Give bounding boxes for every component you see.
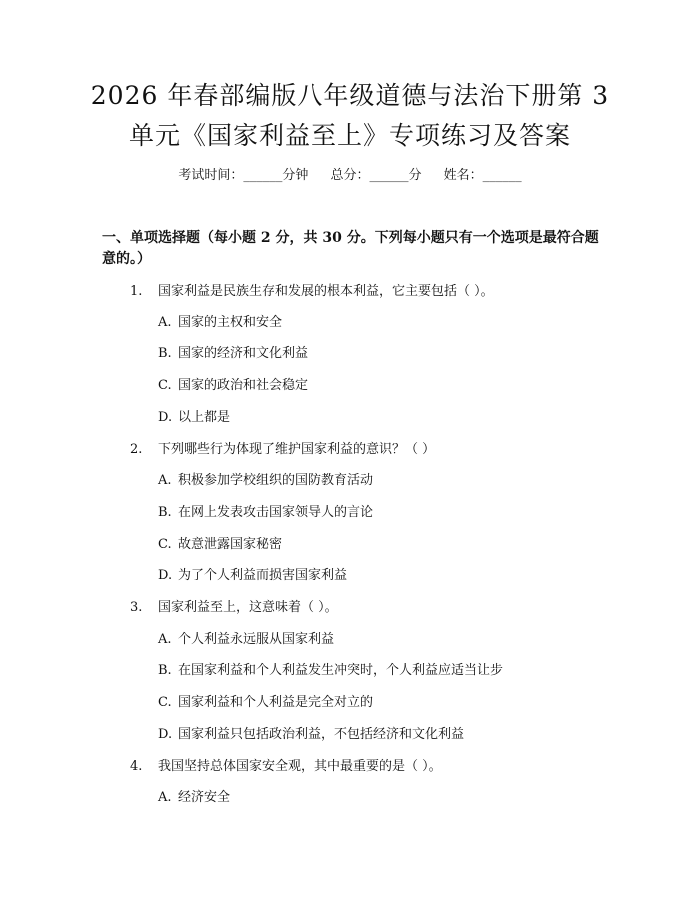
question-3: [130, 598, 338, 618]
question-text: 下列哪些行为体现了维护国家利益的意识？（ ）: [158, 442, 436, 457]
option-letter: D.: [158, 410, 173, 425]
question-2-option-c: [158, 535, 282, 555]
option-letter: D.: [158, 568, 173, 583]
document-title-line-2: 单元《国家利益至上》专项练习及答案: [128, 121, 571, 150]
document-title-line-1: 2026 年春部编版八年级道德与法治下册第 3: [90, 81, 610, 110]
question-4: [130, 757, 442, 777]
option-letter: B.: [158, 663, 172, 678]
option-letter: A.: [158, 473, 172, 488]
question-1-option-d: [158, 408, 230, 428]
question-text: 我国坚持总体国家安全观，其中最重要的是（ ）。: [158, 759, 442, 774]
option-text: 在国家利益和个人利益发生冲突时，个人利益应适当让步: [178, 663, 504, 678]
option-text: 国家利益和个人利益是完全对立的: [178, 695, 374, 710]
option-letter: C.: [158, 537, 172, 552]
option-text: 积极参加学校组织的国防教育活动: [178, 473, 374, 488]
question-3-option-a: [158, 630, 334, 650]
option-text: 以上都是: [178, 410, 231, 425]
question-3-option-b: [158, 661, 503, 681]
option-letter: C.: [158, 695, 172, 710]
exam-meta: [0, 166, 700, 186]
total-score-field: 总分：______分: [330, 168, 422, 183]
question-number: 1.: [130, 284, 143, 299]
option-letter: A.: [158, 790, 172, 805]
option-text: 个人利益永远服从国家利益: [178, 632, 335, 647]
option-text: 国家利益只包括政治利益，不包括经济和文化利益: [178, 727, 465, 742]
option-text: 故意泄露国家秘密: [178, 537, 283, 552]
option-text: 在网上发表攻击国家领导人的言论: [178, 505, 374, 520]
question-1-option-a: [158, 313, 282, 333]
option-letter: B.: [158, 346, 172, 361]
question-1-option-c: [158, 376, 308, 396]
question-number: 2.: [130, 442, 143, 457]
question-2-option-a: [158, 471, 373, 491]
question-3-option-d: [158, 725, 464, 745]
question-text: 国家利益是民族生存和发展的根本利益，它主要包括（ ）。: [158, 284, 494, 299]
question-1: [130, 282, 494, 302]
question-text: 国家利益至上，这意味着（ ）。: [158, 600, 338, 615]
question-number: 3.: [130, 600, 143, 615]
option-text: 为了个人利益而损害国家利益: [178, 568, 348, 583]
student-name-field: 姓名：______: [443, 168, 522, 183]
option-text: 国家的政治和社会稳定: [178, 378, 309, 393]
option-letter: D.: [158, 727, 173, 742]
option-text: 国家的主权和安全: [178, 315, 283, 330]
option-letter: A.: [158, 632, 172, 647]
question-1-option-b: [158, 344, 308, 364]
question-number: 4.: [130, 759, 143, 774]
option-letter: A.: [158, 315, 172, 330]
exam-time-field: 考试时间：______分钟: [178, 168, 309, 183]
question-2-option-b: [158, 503, 373, 523]
option-text: 国家的经济和文化利益: [178, 346, 309, 361]
question-4-option-a: [158, 788, 230, 808]
question-2-option-d: [158, 566, 347, 586]
option-text: 经济安全: [178, 790, 231, 805]
question-3-option-c: [158, 693, 373, 713]
option-letter: C.: [158, 378, 172, 393]
option-letter: B.: [158, 505, 172, 520]
section-heading: 一、单项选择题（每小题 2 分，共 30 分。下列每小题只有一个选项是最符合题意的。）: [102, 230, 599, 267]
question-2: [130, 440, 435, 460]
